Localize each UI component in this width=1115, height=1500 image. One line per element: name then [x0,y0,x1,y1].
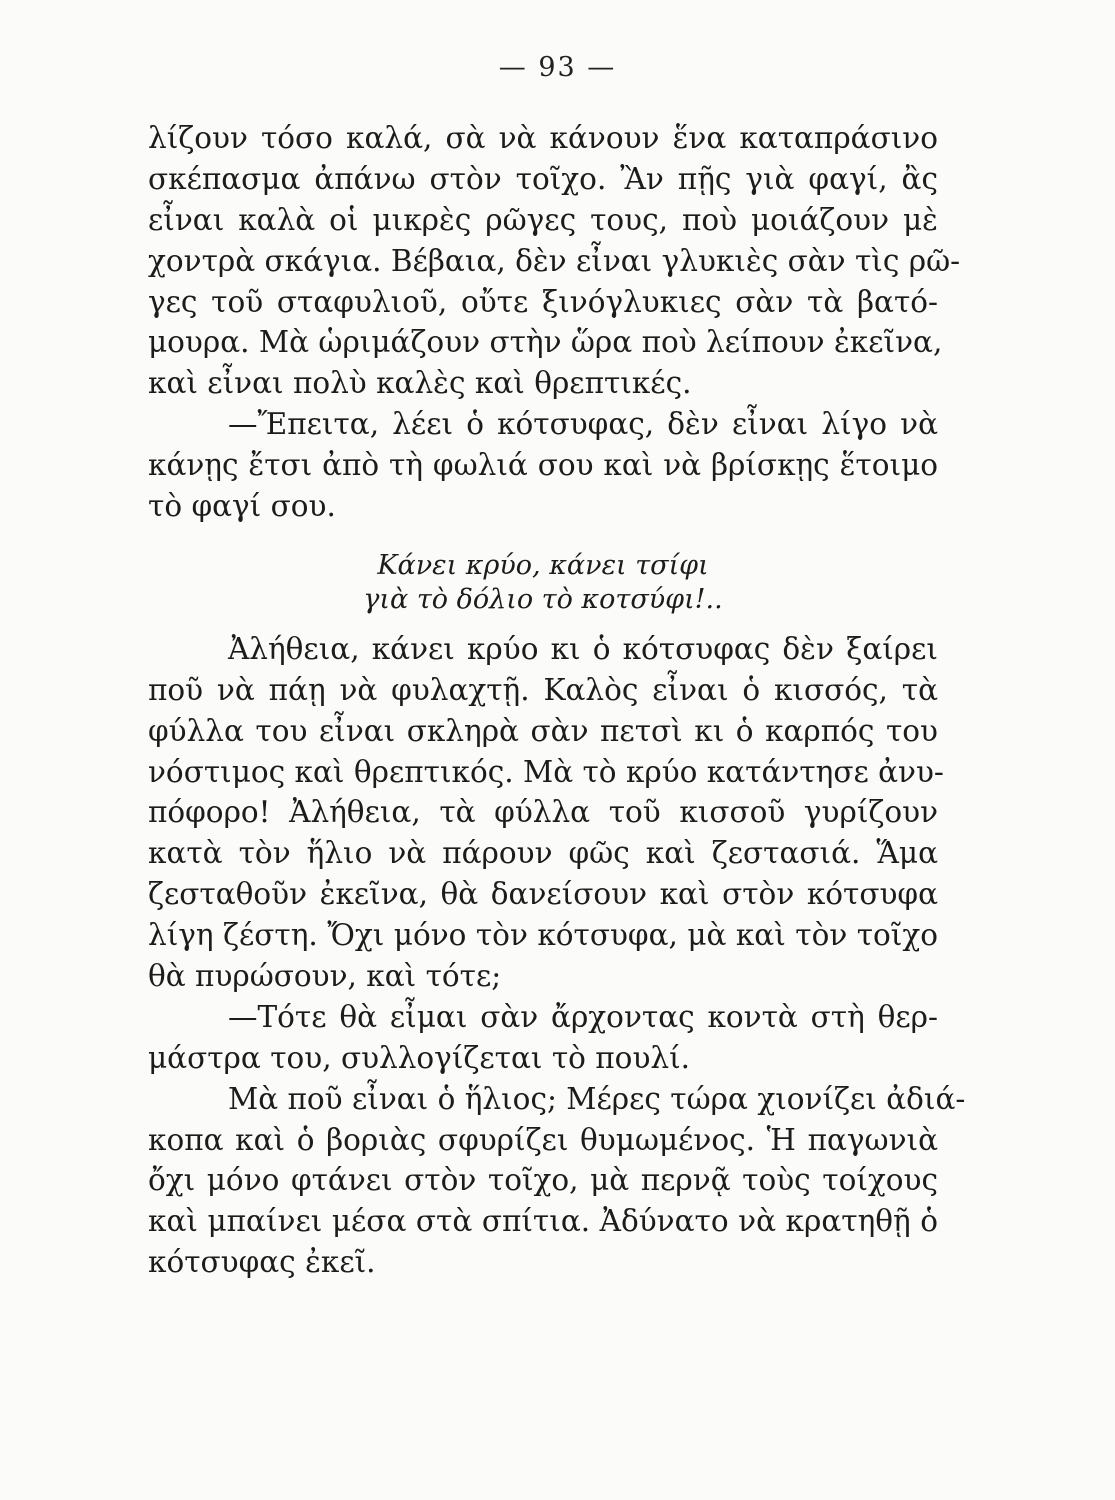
text-line: γες τοῦ σταφυλιοῦ, οὔτε ξινόγλυκιες σὰν τὰ βατό- [148,284,938,319]
text-line: λίγη ζέστη. Ὄχι μόνο τὸν κότσυφα, μὰ καὶ τὸν τοῖχο [148,918,938,953]
text-line: Μὰ ποῦ εἶναι ὁ ἥλιος; Μέρες τώρα χιονίζει ἀδιά- [228,1081,966,1116]
text-line: μάστρα του, συλλογίζεται τὸ πουλί. [148,1040,691,1075]
text-line: καὶ εἶναι πολὺ καλὲς καὶ θρεπτικές. [148,366,692,401]
verse-line: γιὰ τὸ δόλιο τὸ κοτσύφι!.. [363,583,723,615]
text-line: νόστιμος καὶ θρεπτικός. Μὰ τὸ κρύο κατάντησε ἀνυ- [148,754,944,789]
text-line: εἶναι καλὰ οἱ μικρὲς ρῶγες τους, ποὺ μοιάζουν μὲ [148,202,938,237]
text-block [148,118,966,1283]
text-line: κότσυφας ἐκεῖ. [148,1245,376,1280]
text-line: ζεσταθοῦν ἐκεῖνα, θὰ δανείσουν καὶ στὸν κότσυφα [148,877,938,912]
text-line: θὰ πυρώσουν, καὶ τότε; [148,959,502,994]
paragraph [148,118,961,404]
text-line: —Ἔπειτα, λέει ὁ κότσυφας, δὲν εἶναι λίγο νὰ [228,407,938,442]
text-line: ποῦ νὰ πάῃ νὰ φυλαχτῇ. Καλὸς εἶναι ὁ κισσός, τὰ [148,672,938,707]
text-line: ὄχι μόνο φτάνει στὸν τοῖχο, μὰ περνᾷ τοὺς τοίχους [148,1163,938,1198]
text-line: σκέπασμα ἀπάνω στὸν τοῖχο. Ἂν πῇς γιὰ φαγί, ἂς [148,161,938,196]
text-line: χοντρὰ σκάγια. Βέβαια, δὲν εἶναι γλυκιὲς σὰν τὶς ρῶ- [148,243,961,278]
text-line: καὶ μπαίνει μέσα στὰ σπίτια. Ἀδύνατο νὰ κρατηθῇ ὁ [148,1204,938,1239]
paragraph [148,997,938,1079]
text-line: τὸ φαγί σου. [148,489,336,524]
text-line: πόφορο! Ἀλήθεια, τὰ φύλλα τοῦ κισσοῦ γυρίζουν [148,795,938,830]
text-line: Ἀλήθεια, κάνει κρύο κι ὁ κότσυφας δὲν ξαίρει [228,631,938,666]
text-line: φύλλα του εἶναι σκληρὰ σὰν πετσὶ κι ὁ καρπός του [148,713,938,748]
text-line: λίζουν τόσο καλά, σὰ νὰ κάνουν ἕνα καταπράσινο [148,121,938,155]
paragraph [148,404,938,527]
text-line: μουρα. Μὰ ὡριμάζουν στὴν ὥρα ποὺ λείπουν ἐκεῖνα, [148,325,943,360]
paragraph [148,629,944,997]
text-line: κατὰ τὸν ἥλιο νὰ πάρουν φῶς καὶ ζεστασιά. Ἅμα [148,836,938,871]
page-number: — 93 — [498,52,617,83]
verse [148,549,938,617]
text-line: κάνῃς ἔτσι ἀπὸ τὴ φωλιά σου καὶ νὰ βρίσκῃς ἕτοιμο [148,448,938,483]
text-line: κοπα καὶ ὁ βοριὰς σφυρίζει θυμωμένος. Ἡ παγωνιὰ [148,1122,938,1157]
text-line: —Τότε θὰ εἶμαι σὰν ἄρχοντας κοντὰ στὴ θερ- [228,999,938,1034]
verse-line: Κάνει κρύο, κάνει τσίφι [377,549,709,581]
paragraph [148,1079,966,1283]
